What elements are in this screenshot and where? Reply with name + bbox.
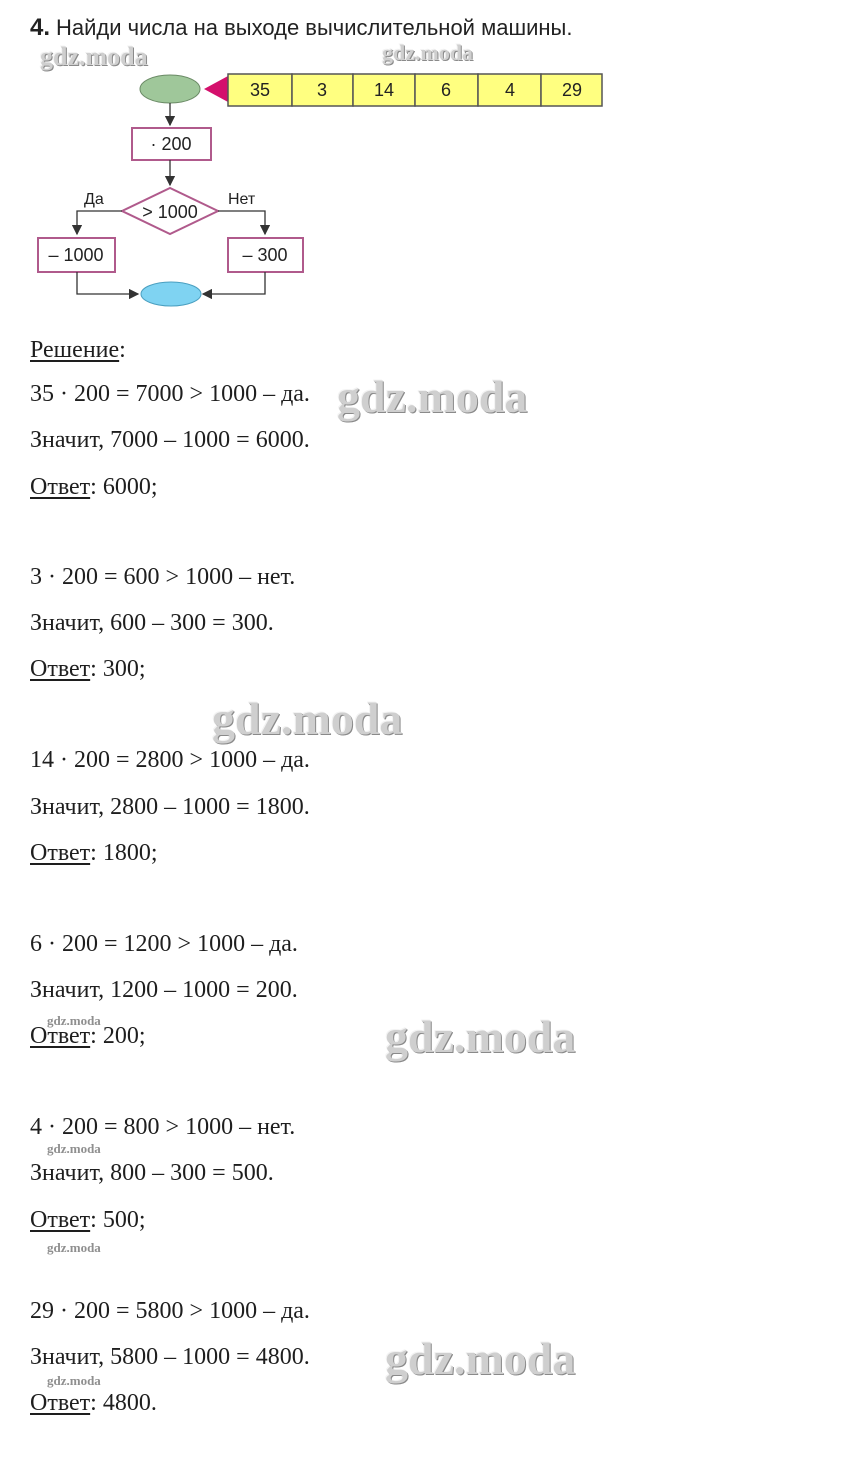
answer-value: : 200; bbox=[90, 1023, 146, 1049]
calc-line: 4 · 200 = 800 > 1000 – нет. bbox=[30, 1114, 296, 1140]
answer-label: Ответ bbox=[30, 1023, 91, 1049]
answer-line bbox=[30, 1207, 146, 1234]
yes-op-label: – 1000 bbox=[48, 245, 104, 265]
answer-line bbox=[30, 656, 146, 683]
flow-arrow bbox=[203, 272, 265, 294]
solution-heading-suffix: : bbox=[119, 337, 126, 363]
multiply-label: · 200 bbox=[150, 134, 192, 154]
watermark: gdz.moda bbox=[47, 1141, 101, 1156]
means-line: Значит, 600 – 300 = 300. bbox=[30, 610, 274, 636]
start-oval bbox=[140, 75, 200, 103]
means-line: Значит, 5800 – 1000 = 4800. bbox=[30, 1344, 310, 1370]
flow-arrow bbox=[77, 272, 138, 294]
means-line: Значит, 2800 – 1000 = 1800. bbox=[30, 794, 310, 820]
watermark: gdz.moda bbox=[47, 1240, 101, 1255]
flow-arrow bbox=[218, 211, 265, 234]
answer-label: Ответ bbox=[30, 656, 91, 682]
watermark: gdz.moda bbox=[382, 40, 474, 65]
watermark: gdz.moda bbox=[40, 42, 148, 71]
watermark: gdz.moda bbox=[337, 371, 528, 422]
flow-arrow bbox=[77, 211, 122, 234]
answer-line bbox=[30, 840, 158, 867]
yes-label: Да bbox=[84, 191, 104, 208]
means-line: Значит, 1200 – 1000 = 200. bbox=[30, 977, 298, 1003]
answer-line bbox=[30, 1390, 157, 1417]
solution-heading bbox=[30, 337, 126, 364]
watermark: gdz.moda bbox=[212, 693, 403, 744]
no-op-label: – 300 bbox=[242, 245, 288, 265]
answer-label: Ответ bbox=[30, 474, 91, 500]
input-value: 29 bbox=[561, 80, 583, 100]
no-label: Нет bbox=[228, 191, 256, 208]
means-line: Значит, 7000 – 1000 = 6000. bbox=[30, 427, 310, 453]
watermark: gdz.moda bbox=[385, 1011, 576, 1062]
watermark: gdz.moda bbox=[385, 1333, 576, 1384]
solution-heading-text: Решение bbox=[30, 337, 120, 363]
input-tape bbox=[228, 74, 602, 106]
input-pointer bbox=[204, 76, 228, 102]
calc-line: 29 · 200 = 5800 > 1000 – да. bbox=[30, 1298, 310, 1324]
answer-value: : 500; bbox=[90, 1207, 146, 1233]
answer-value: : 300; bbox=[90, 656, 146, 682]
watermark: gdz.moda bbox=[47, 1373, 101, 1388]
answer-value: : 1800; bbox=[90, 840, 158, 866]
condition-label: > 1000 bbox=[142, 202, 198, 222]
answer-value: : 6000; bbox=[90, 474, 158, 500]
calc-line: 6 · 200 = 1200 > 1000 – да. bbox=[30, 931, 298, 957]
answer-line bbox=[30, 1023, 146, 1050]
calc-line: 35 · 200 = 7000 > 1000 – да. bbox=[30, 381, 310, 407]
watermark: gdz.moda bbox=[47, 1013, 101, 1028]
input-value: 6 bbox=[440, 80, 452, 100]
task-number: 4. bbox=[30, 14, 51, 41]
calc-line: 14 · 200 = 2800 > 1000 – да. bbox=[30, 747, 310, 773]
answer-value: : 4800. bbox=[90, 1390, 157, 1416]
input-value: 14 bbox=[373, 80, 395, 100]
task-title: Найди числа на выходе вычислительной машины. bbox=[56, 15, 573, 40]
input-value: 35 bbox=[249, 80, 271, 100]
means-line: Значит, 800 – 300 = 500. bbox=[30, 1160, 274, 1186]
input-value: 3 bbox=[316, 80, 328, 100]
calc-line: 3 · 200 = 600 > 1000 – нет. bbox=[30, 564, 296, 590]
answer-label: Ответ bbox=[30, 1207, 91, 1233]
answer-line bbox=[30, 474, 158, 501]
input-value: 4 bbox=[504, 80, 516, 100]
end-oval bbox=[141, 282, 201, 306]
answer-label: Ответ bbox=[30, 1390, 91, 1416]
answer-label: Ответ bbox=[30, 840, 91, 866]
